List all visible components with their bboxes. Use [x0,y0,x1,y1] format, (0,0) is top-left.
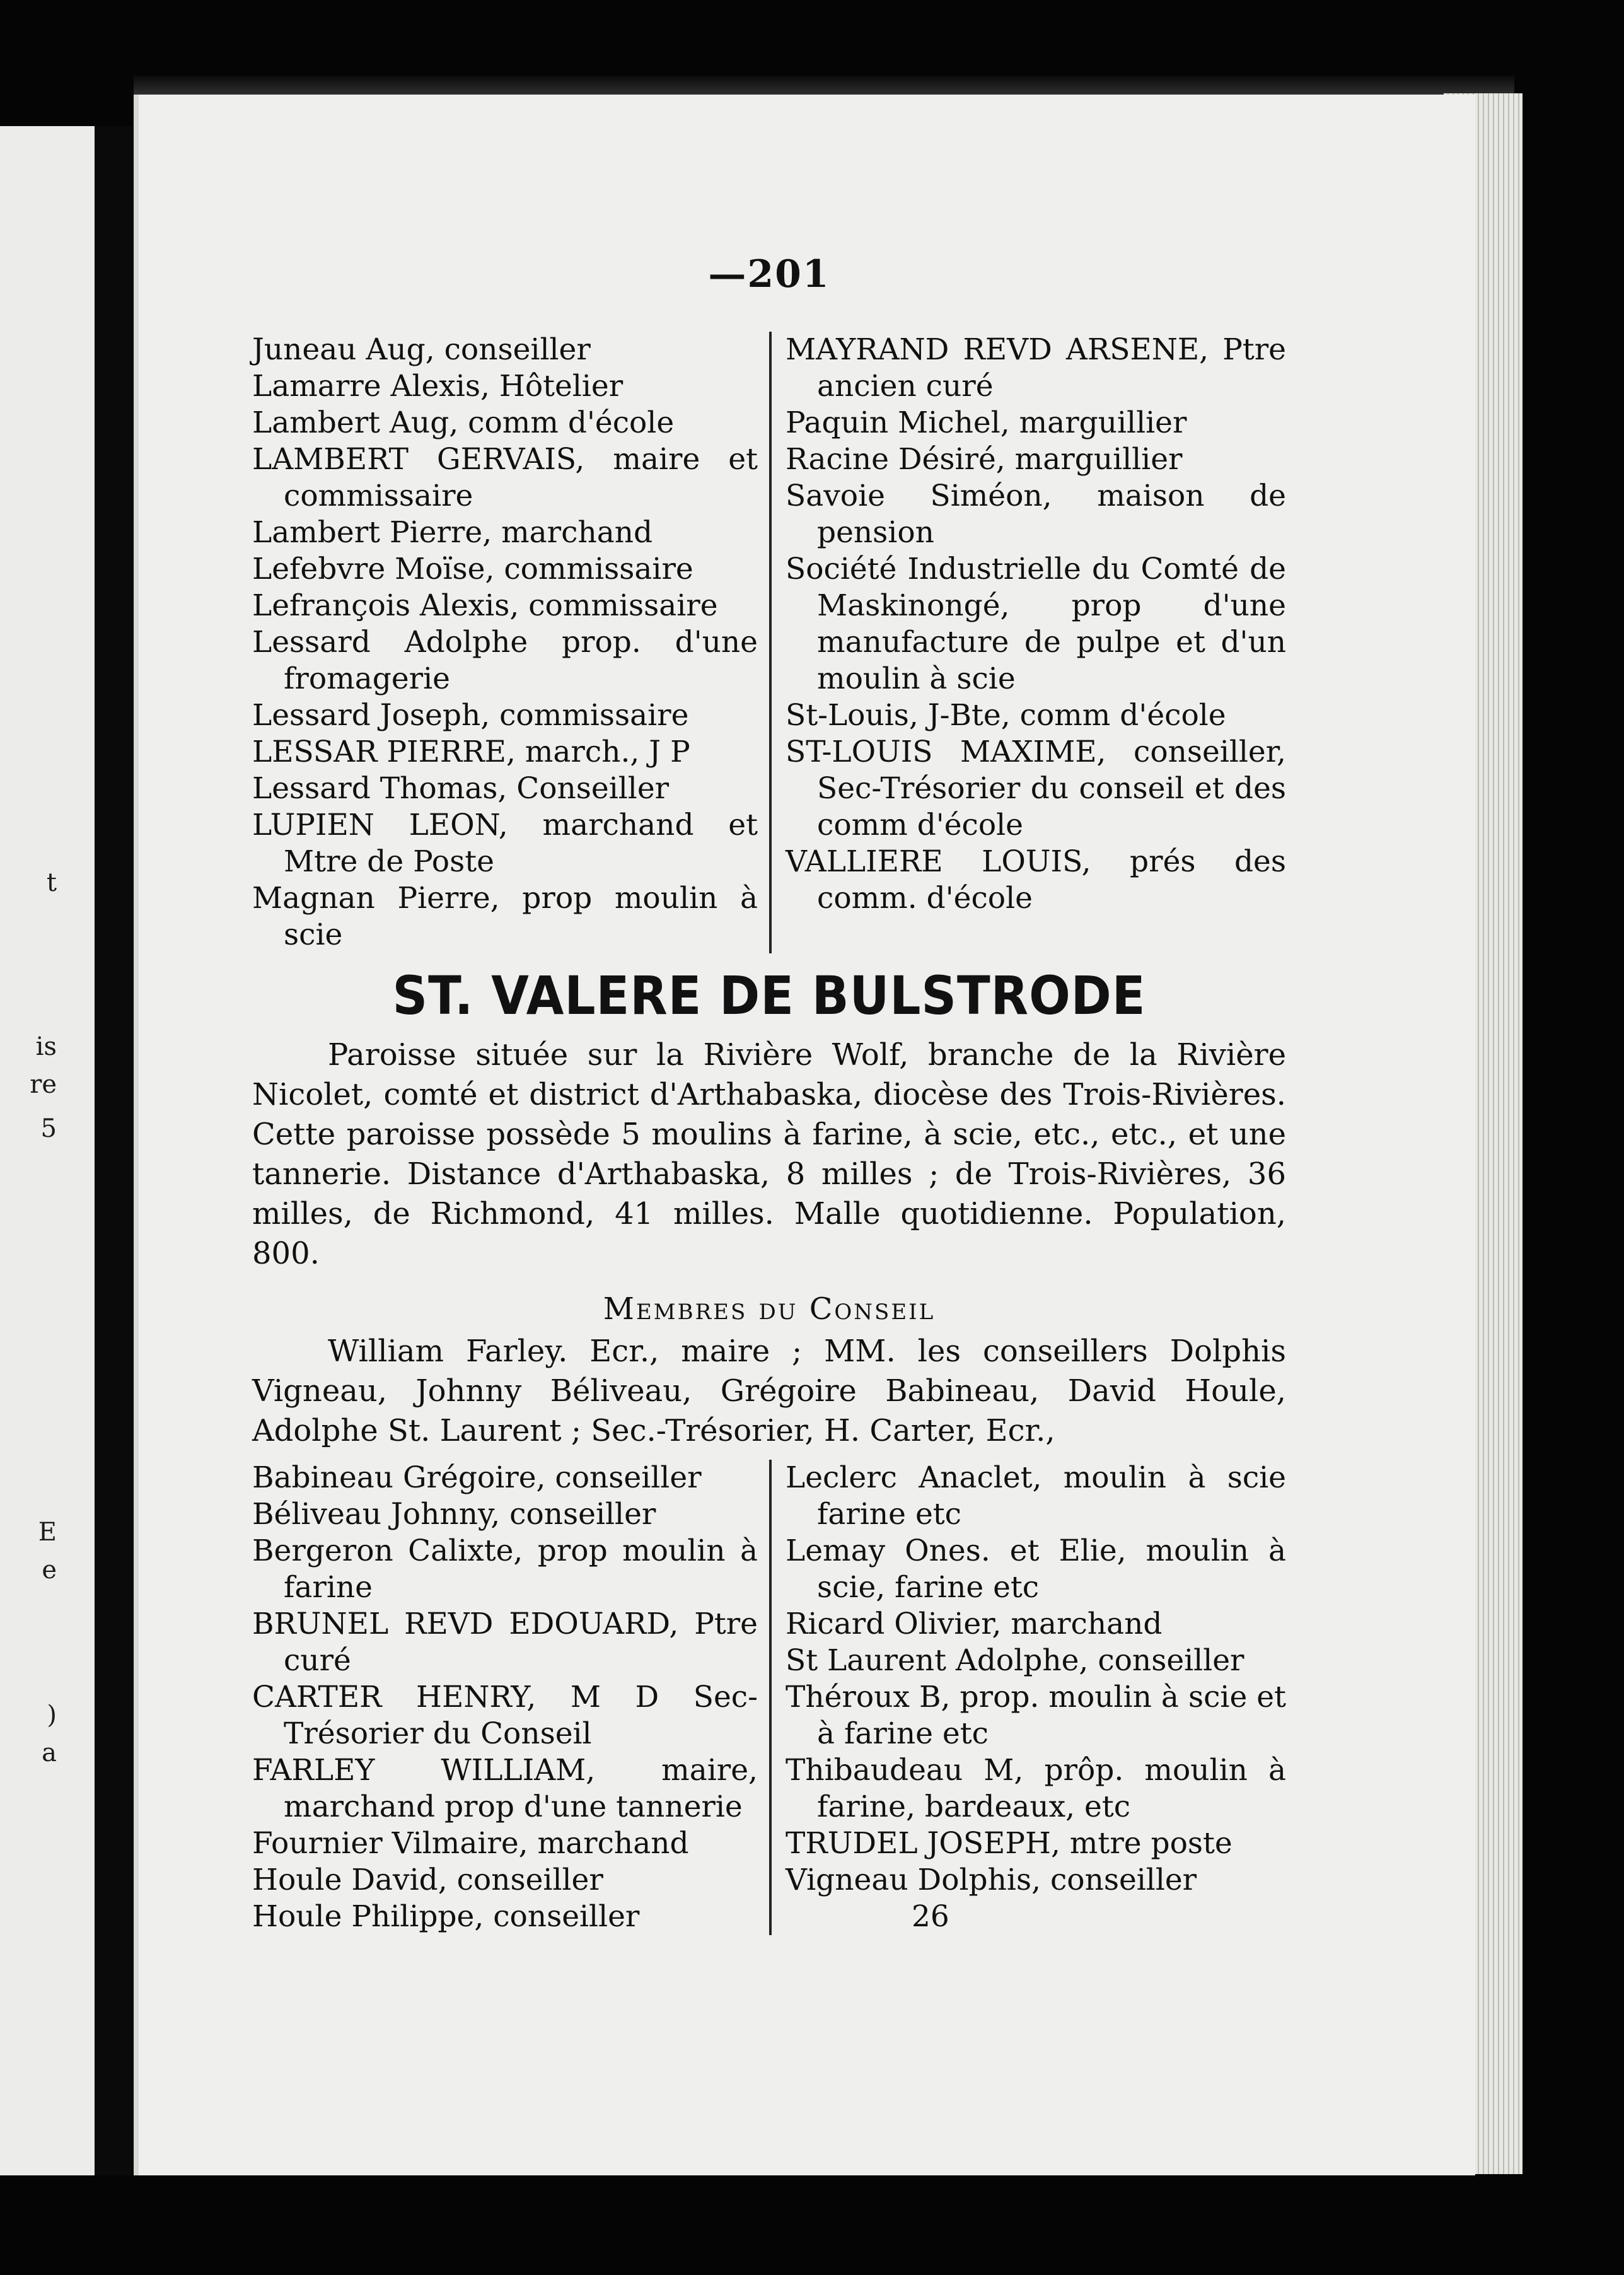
bottom-directory-columns [252,1460,1286,1935]
directory-entry: Ricard Olivier, marchand [786,1607,1163,1641]
council-members-text: William Farley. Ecr., maire ; MM. les conseillers Dolphis Vigneau, Johnny Béliveau, Grégoire Babineau, David Houle, Adolphe St. Laurent ; Sec.-Trésorier, H. Carter, Ecr., [252,1334,1286,1448]
margin-fragment: ) [47,1701,57,1730]
council-heading: Membres du Conseil [603,1291,936,1327]
signature-mark: 26 [912,1899,949,1934]
directory-entry: VALLIERE LOUIS, prés des comm. d'école [786,844,1286,916]
directory-entry: FARLEY WILLIAM, maire, marchand prop d'une tannerie [252,1753,758,1824]
directory-entry: Lemay Ones. et Elie, moulin à scie, farine etc [786,1533,1286,1605]
directory-entry: LAMBERT GERVAIS, maire et commissaire [252,442,758,513]
directory-entry: Béliveau Johnny, conseiller [252,1497,656,1532]
margin-fragment: 5 [40,1114,57,1143]
directory-entry: Juneau Aug, conseiller [252,332,591,367]
directory-entry: Société Industrielle du Comté de Maskinongé, prop d'une manufacture de pulpe et d'un moulin à scie [786,552,1286,696]
directory-entry: Babineau Grégoire, conseiller [252,1460,702,1495]
section-title: ST. VALERE DE BULSTRODE [392,965,1146,1027]
directory-entry: Lambert Pierre, marchand [252,515,653,550]
margin-fragment: is [35,1032,57,1061]
directory-entry: Paquin Michel, marguillier [786,405,1187,440]
directory-entry: Savoie Siméon, maison de pension [786,479,1286,550]
directory-entry: ST-LOUIS MAXIME, conseiller, Sec-Trésorier du conseil et des comm d'école [786,735,1286,842]
directory-entry: CARTER HENRY, M D Sec-Trésorier du Conseil [252,1680,758,1751]
directory-entry: Lefebvre Moïse, commissaire [252,552,693,586]
directory-entry: BRUNEL REVD EDOUARD, Ptre curé [252,1607,758,1678]
page-content [252,252,1286,1935]
bottom-right-column [769,1460,1286,1935]
directory-entry: St-Louis, J-Bte, comm d'école [786,698,1226,733]
top-right-column [769,332,1286,953]
directory-entry: Vigneau Dolphis, conseiller [786,1863,1197,1897]
directory-entry: TRUDEL JOSEPH, mtre poste [786,1826,1232,1861]
directory-entry: Lessard Adolphe prop. d'une fromagerie [252,625,758,696]
bottom-left-column [252,1460,769,1935]
directory-entry: Fournier Vilmaire, marchand [252,1826,689,1861]
directory-entry: Magnan Pierre, prop moulin à scie [252,881,758,952]
top-left-column [252,332,769,953]
margin-fragment: e [42,1556,57,1585]
directory-entry: Lessard Thomas, Conseiller [252,771,670,806]
top-directory-columns [252,332,1286,953]
page-number: —201 [708,252,830,296]
directory-entry: Thibaudeau M, prôp. moulin à farine, bardeaux, etc [786,1753,1286,1824]
directory-entry: Lambert Aug, comm d'école [252,405,675,440]
directory-entry: LESSAR PIERRE, march., J P [252,735,690,769]
adjacent-page [0,126,95,2175]
directory-entry: Théroux B, prop. moulin à scie et à farine etc [786,1680,1286,1751]
directory-entry: St Laurent Adolphe, conseiller [786,1643,1244,1678]
directory-entry: Houle David, conseiller [252,1863,603,1897]
parish-description: Paroisse située sur la Rivière Wolf, branche de la Rivière Nicolet, comté et district d'Arthabaska, diocèse des Trois-Rivières. Cette paroisse possède 5 moulins à farine, à scie, etc., etc., et une tannerie. Distance d'Arthabaska, 8 milles ; de Trois-Rivières, 36 milles, de Richmond, 41 milles. Malle quotidienne. Population, 800. [252,1037,1286,1271]
margin-fragment: re [30,1070,57,1099]
directory-entry: Houle Philippe, conseiller [252,1899,640,1934]
directory-entry: LUPIEN LEON, marchand et Mtre de Poste [252,808,758,879]
directory-entry: Lessard Joseph, commissaire [252,698,689,733]
directory-entry: Leclerc Anaclet, moulin à scie farine etc [786,1460,1286,1532]
margin-fragment: t [46,868,57,897]
margin-fragment: E [38,1518,57,1547]
directory-entry: Racine Désiré, marguillier [786,442,1183,477]
margin-fragment: a [42,1738,57,1767]
directory-entry: MAYRAND REVD ARSENE, Ptre ancien curé [786,332,1286,404]
directory-entry: Lefrançois Alexis, commissaire [252,588,718,623]
directory-entry: Bergeron Calixte, prop moulin à farine [252,1533,758,1605]
directory-entry: Lamarre Alexis, Hôtelier [252,369,624,404]
